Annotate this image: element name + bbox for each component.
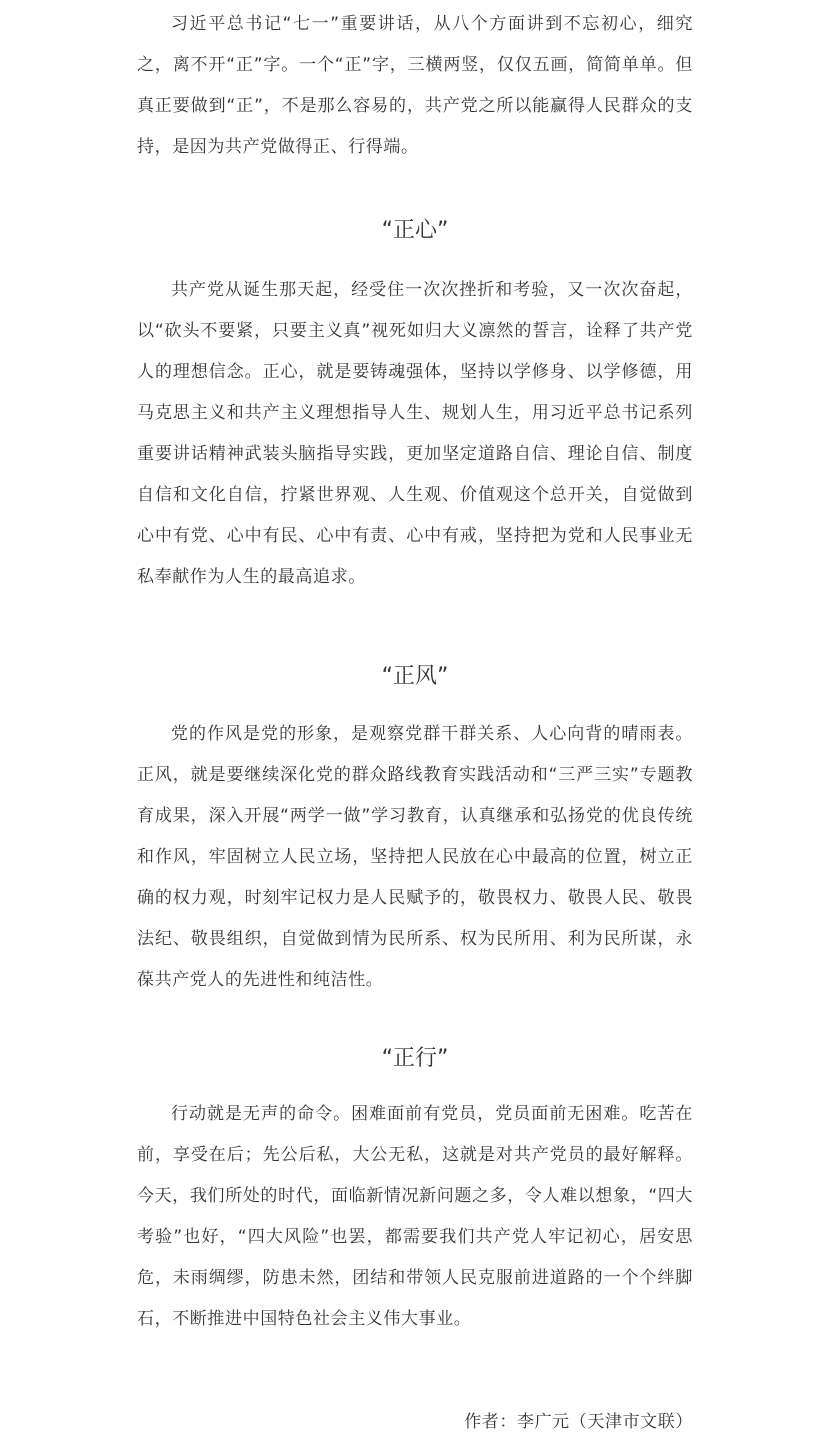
intro-paragraph: 习近平总书记“七一”重要讲话，从八个方面讲到不忘初心，细究之，离不开“正”字。一个“正”字，三横两竖，仅仅五画，简简单单。但真正要做到“正”，不是那么容易的，共产党之所以能赢得人民群众的支持，是因为共产党做得正、行得端。 xyxy=(137,14,693,157)
section-title-zhengxin: “正心” xyxy=(381,218,449,243)
section-title-zhengfeng: “正风” xyxy=(381,664,449,689)
author-credit: 作者：李广元（天津市文联） xyxy=(464,1412,693,1432)
section-body-zhengfeng: 党的作风是党的形象，是观察党群干群关系、人心向背的晴雨表。正风，就是要继续深化党的群众路线教育实践活动和“三严三实”专题教育成果，深入开展“两学一做”学习教育，认真继承和弘扬党的优良传统和作风，牢固树立人民立场，坚持把人民放在心中最高的位置，树立正确的权力观，时刻牢记权力是人民赋予的，敬畏权力、敬畏人民、敬畏法纪、敬畏组织，自觉做到情为民所系、权为民所用、利为民所谋，永葆共产党人的先进性和纯洁性。 xyxy=(137,724,693,990)
section-title-zhengxing: “正行” xyxy=(381,1046,449,1071)
section-body-zhengxing: 行动就是无声的命令。困难面前有党员，党员面前无困难。吃苦在前，享受在后；先公后私，大公无私，这就是对共产党员的最好解释。今天，我们所处的时代，面临新情况新问题之多，令人难以想象，“四大考验”也好，“四大风险”也罢，都需要我们共产党人牢记初心，居安思危，未雨绸缪，防患未然，团结和带领人民克服前进道路的一个个绊脚石，不断推进中国特色社会主义伟大事业。 xyxy=(137,1104,693,1329)
section-body-zhengxin: 共产党从诞生那天起，经受住一次次挫折和考验，又一次次奋起，以“砍头不要紧，只要主义真”视死如归大义凛然的誓言，诠释了共产党人的理想信念。正心，就是要铸魂强体，坚持以学修身、以学修德，用马克思主义和共产主义理想指导人生、规划人生，用习近平总书记系列重要讲话精神武装头脑指导实践，更加坚定道路自信、理论自信、制度自信和文化自信，拧紧世界观、人生观、价值观这个总开关，自觉做到心中有党、心中有民、心中有责、心中有戒，坚持把为党和人民事业无私奉献作为人生的最高追求。 xyxy=(137,280,693,587)
